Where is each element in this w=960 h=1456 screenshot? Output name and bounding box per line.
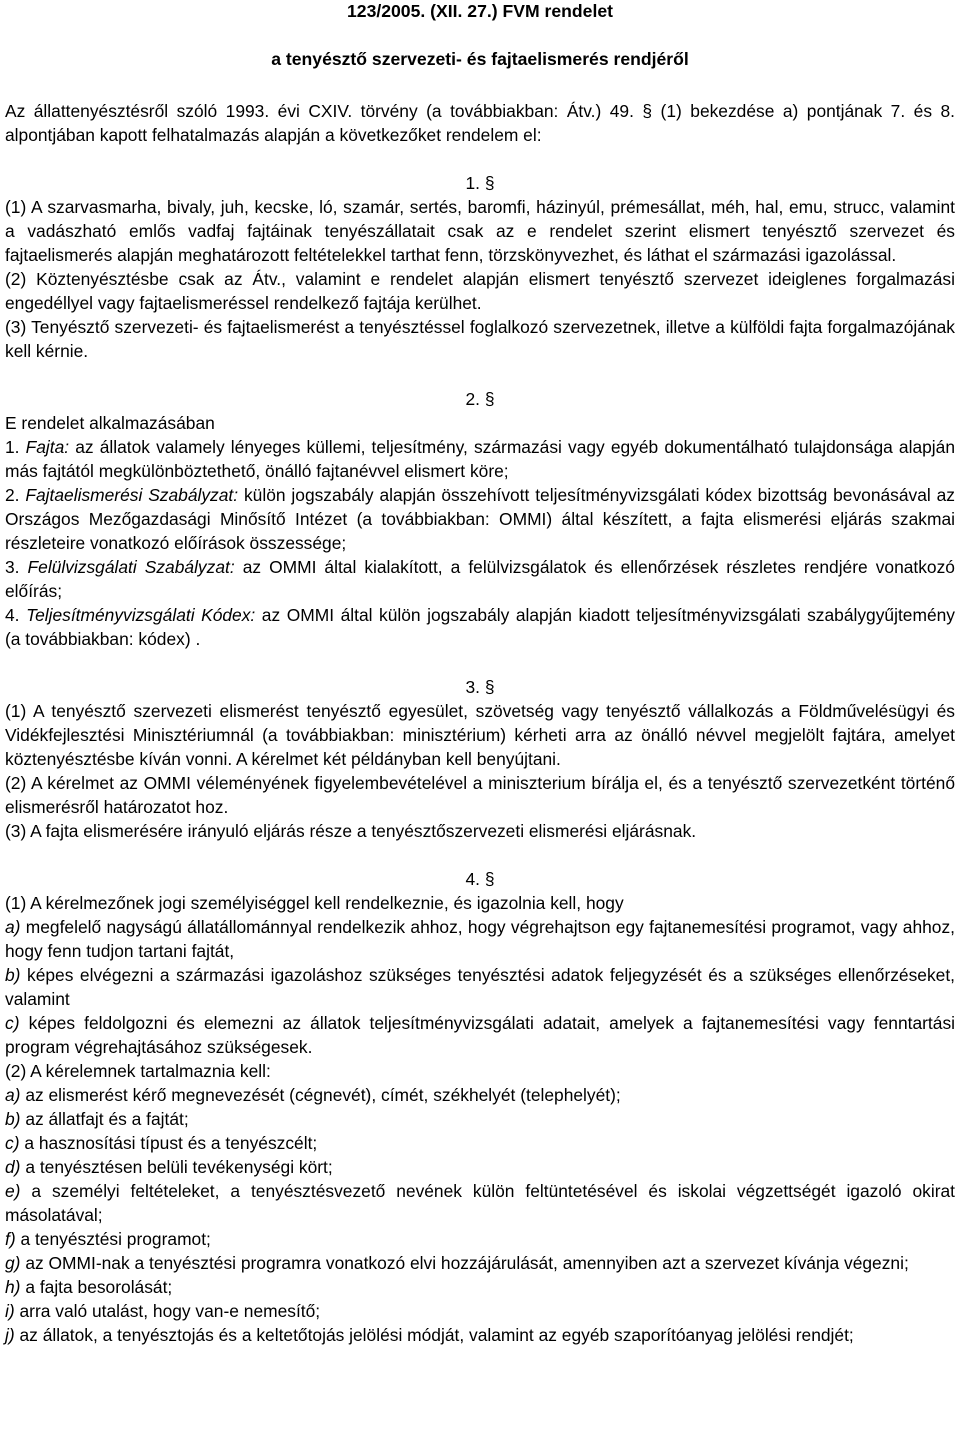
document-title: 123/2005. (XII. 27.) FVM rendelet <box>347 1 613 21</box>
definition-term: Fajtaelismerési Szabályzat: <box>25 485 239 505</box>
section-1-heading: 1. § <box>465 173 495 193</box>
document-subtitle: a tenyésztő szervezeti- és fajtaelismerés rendjéről <box>271 49 689 69</box>
section-4-heading: 4. § <box>465 869 495 889</box>
section-3-heading: 3. § <box>465 677 495 697</box>
content-item-b: b) az állatfajt és a fajtát; <box>5 1109 189 1129</box>
content-item-c: c) a hasznosítási típust és a tenyészcélt; <box>5 1133 318 1153</box>
definition-1: 1. Fajta: az állatok valamely lényeges küllemi, teljesítmény, származási vagy egyéb dokumentálható tulajdonsága alapján más fajtától megkülönböztethető, önálló fajtanévvel elismert köre; <box>5 437 955 481</box>
section-2-heading: 2. § <box>465 389 495 409</box>
definition-4: 4. Teljesítményvizsgálati Kódex: az OMMI által külön jogszabály alapján kiadott teljesítményvizsgálati szabálygyűjtemény (a továbbiakban: kódex) . <box>5 605 955 649</box>
section-4-para-1: (1) A kérelmezőnek jogi személyiséggel kell rendelkeznie, és igazolnia kell, hogy <box>5 893 624 913</box>
content-item-a: a) az elismerést kérő megnevezését (cégnevét), címét, székhelyét (telephelyét); <box>5 1085 621 1105</box>
definition-term: Felülvizsgálati Szabályzat: <box>27 557 235 577</box>
preamble: Az állattenyésztésről szóló 1993. évi CXIV. törvény (a továbbiakban: Átv.) 49. § (1) bekezdése a) pontjának 7. és 8. alpontjában kapott felhatalmazás alapján a következőket rendelem el: <box>5 101 955 145</box>
definition-3: 3. Felülvizsgálati Szabályzat: az OMMI által kialakított, a felülvizsgálatok és ellenőrzések részletes rendjére vonatkozó előírás; <box>5 557 955 601</box>
section-3-para-1: (1) A tenyésztő szervezeti elismerést tenyésztő egyesület, szövetség vagy tenyésztő vállalkozás a Földművelésügyi és Vidékfejlesztési Minisztériumnál (a továbbiakban: minisztérium) kérheti arra az önálló névvel megjelölt fajtára, amelyet köztenyésztésbe kíván vonni. A kérelmet két példányban kell benyújtani. <box>5 701 955 769</box>
section-3-para-2: (2) A kérelmet az OMMI véleményének figyelembevételével a miniszterium bírálja el, és a tenyésztő szervezetként történő elismerésről határozatot hoz. <box>5 773 955 817</box>
content-item-e: e) a személyi feltételeket, a tenyésztésvezető nevének külön feltüntetésével és iskolai végzettségét igazoló okirat másolatával; <box>5 1181 955 1225</box>
document-body <box>5 99 955 1347</box>
definition-term: Teljesítményvizsgálati Kódex: <box>26 605 256 625</box>
definition-term: Fajta: <box>25 437 70 457</box>
section-1-para-3: (3) Tenyésztő szervezeti- és fajtaelismerést a tenyésztéssel foglalkozó szervezetnek, illetve a külföldi fajta forgalmazójának kell kérnie. <box>5 317 955 361</box>
content-item-d: d) a tenyésztésen belüli tevékenységi kört; <box>5 1157 333 1177</box>
section-1-para-2: (2) Köztenyésztésbe csak az Átv., valamint e rendelet alapján elismert tenyésztő szervezet ideiglenes forgalmazási engedéllyel vagy fajtaelismeréssel rendelkező fajtája kerülhet. <box>5 269 955 313</box>
content-item-g: g) az OMMI-nak a tenyésztési programra vonatkozó elvi hozzájárulását, amennyiben azt a szervezet kívánja végezni; <box>5 1253 909 1273</box>
content-item-h: h) a fajta besorolását; <box>5 1277 173 1297</box>
content-item-i: i) arra való utalást, hogy van-e nemesítő; <box>5 1301 321 1321</box>
condition-b: b) képes elvégezni a származási igazoláshoz szükséges tenyésztési adatok feljegyzését és a szükséges ellenőrzéseket, valamint <box>5 965 955 1009</box>
condition-c: c) képes feldolgozni és elemezni az állatok teljesítményvizsgálati adatait, amelyek a fajtanemesítési vagy fenntartási program végrehajtásához szükségesek. <box>5 1013 955 1057</box>
section-4-para-2: (2) A kérelemnek tartalmaznia kell: <box>5 1061 271 1081</box>
content-item-j: j) az állatok, a tenyésztojás és a keltetőtojás jelölési módját, valamint az egyéb szaporítóanyag jelölési rendjét; <box>5 1325 854 1345</box>
condition-a: a) megfelelő nagyságú állatállománnyal rendelkezik ahhoz, hogy végrehajtson egy fajtanemesítési programot, vagy ahhoz, hogy fenn tudjon tartani fajtát, <box>5 917 955 961</box>
content-item-f: f) a tenyésztési programot; <box>5 1229 211 1249</box>
section-3-para-3: (3) A fajta elismerésére irányuló eljárás része a tenyésztőszervezeti elismerési eljárásnak. <box>5 821 697 841</box>
section-1-para-1: (1) A szarvasmarha, bivaly, juh, kecske, ló, szamár, sertés, baromfi, házinyúl, prémesállat, méh, hal, emu, strucc, valamint a vadászható emlős vadfaj fajtáinak tenyészállatait csak az e rendelet szerint elismert tenyésztő szervezet és fajtaelismerés alapján meghatározott feltételekkel tarthat fenn, törzskönyvezhet, és láthat el származási igazolással. <box>5 197 955 265</box>
section-2-intro: E rendelet alkalmazásában <box>5 413 215 433</box>
definition-2: 2. Fajtaelismerési Szabályzat: külön jogszabály alapján összehívott teljesítményvizsgálati kódex bizottság bevonásával az Országos Mezőgazdasági Minősítő Intézet (a továbbiakban: OMMI) által készített, a fajta elismerési eljárás szakmai részleteire vonatkozó előírások összessége; <box>5 485 955 553</box>
